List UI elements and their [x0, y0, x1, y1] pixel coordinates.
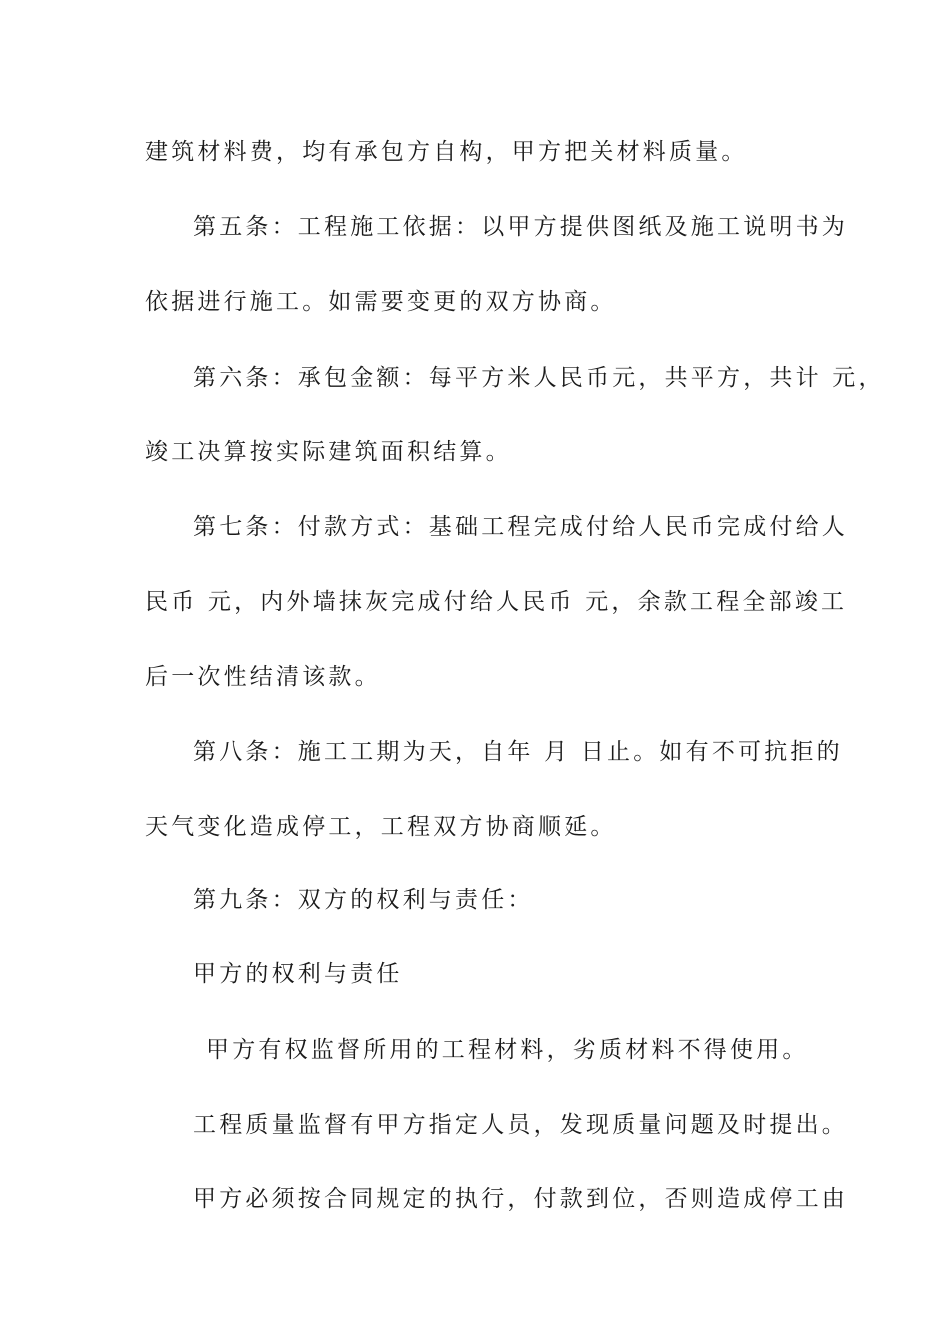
article-7-line: 第七条：付款方式：基础工程完成付给人民币完成付给人	[193, 514, 848, 540]
paragraph-line: 依据进行施工。如需要变更的双方协商。	[145, 289, 617, 315]
paragraph-line: 建筑材料费，均有承包方自构，甲方把关材料质量。	[145, 139, 748, 165]
paragraph-line: 竣工决算按实际建筑面积结算。	[145, 439, 512, 465]
paragraph-line: 甲方有权监督所用的工程材料，劣质材料不得使用。	[206, 1037, 809, 1063]
paragraph-line: 民币 元，内外墙抹灰完成付给人民币 元，余款工程全部竣工	[145, 589, 848, 615]
article-8-line: 第八条：施工工期为天，自年 月 日止。如有不可抗拒的	[193, 739, 843, 765]
subsection-heading: 甲方的权利与责任	[193, 961, 403, 987]
paragraph-line: 工程质量监督有甲方指定人员，发现质量问题及时提出。	[193, 1112, 848, 1138]
paragraph-line: 后一次性结清该款。	[145, 664, 381, 690]
article-6-line: 第六条：承包金额：每平方米人民币元，共平方，共计 元，	[193, 365, 885, 391]
article-5-line: 第五条：工程施工依据：以甲方提供图纸及施工说明书为	[193, 214, 848, 240]
paragraph-line: 甲方必须按合同规定的执行，付款到位，否则造成停工由	[193, 1186, 848, 1212]
article-9-line: 第九条：双方的权利与责任：	[193, 887, 534, 913]
paragraph-line: 天气变化造成停工，工程双方协商顺延。	[145, 814, 617, 840]
